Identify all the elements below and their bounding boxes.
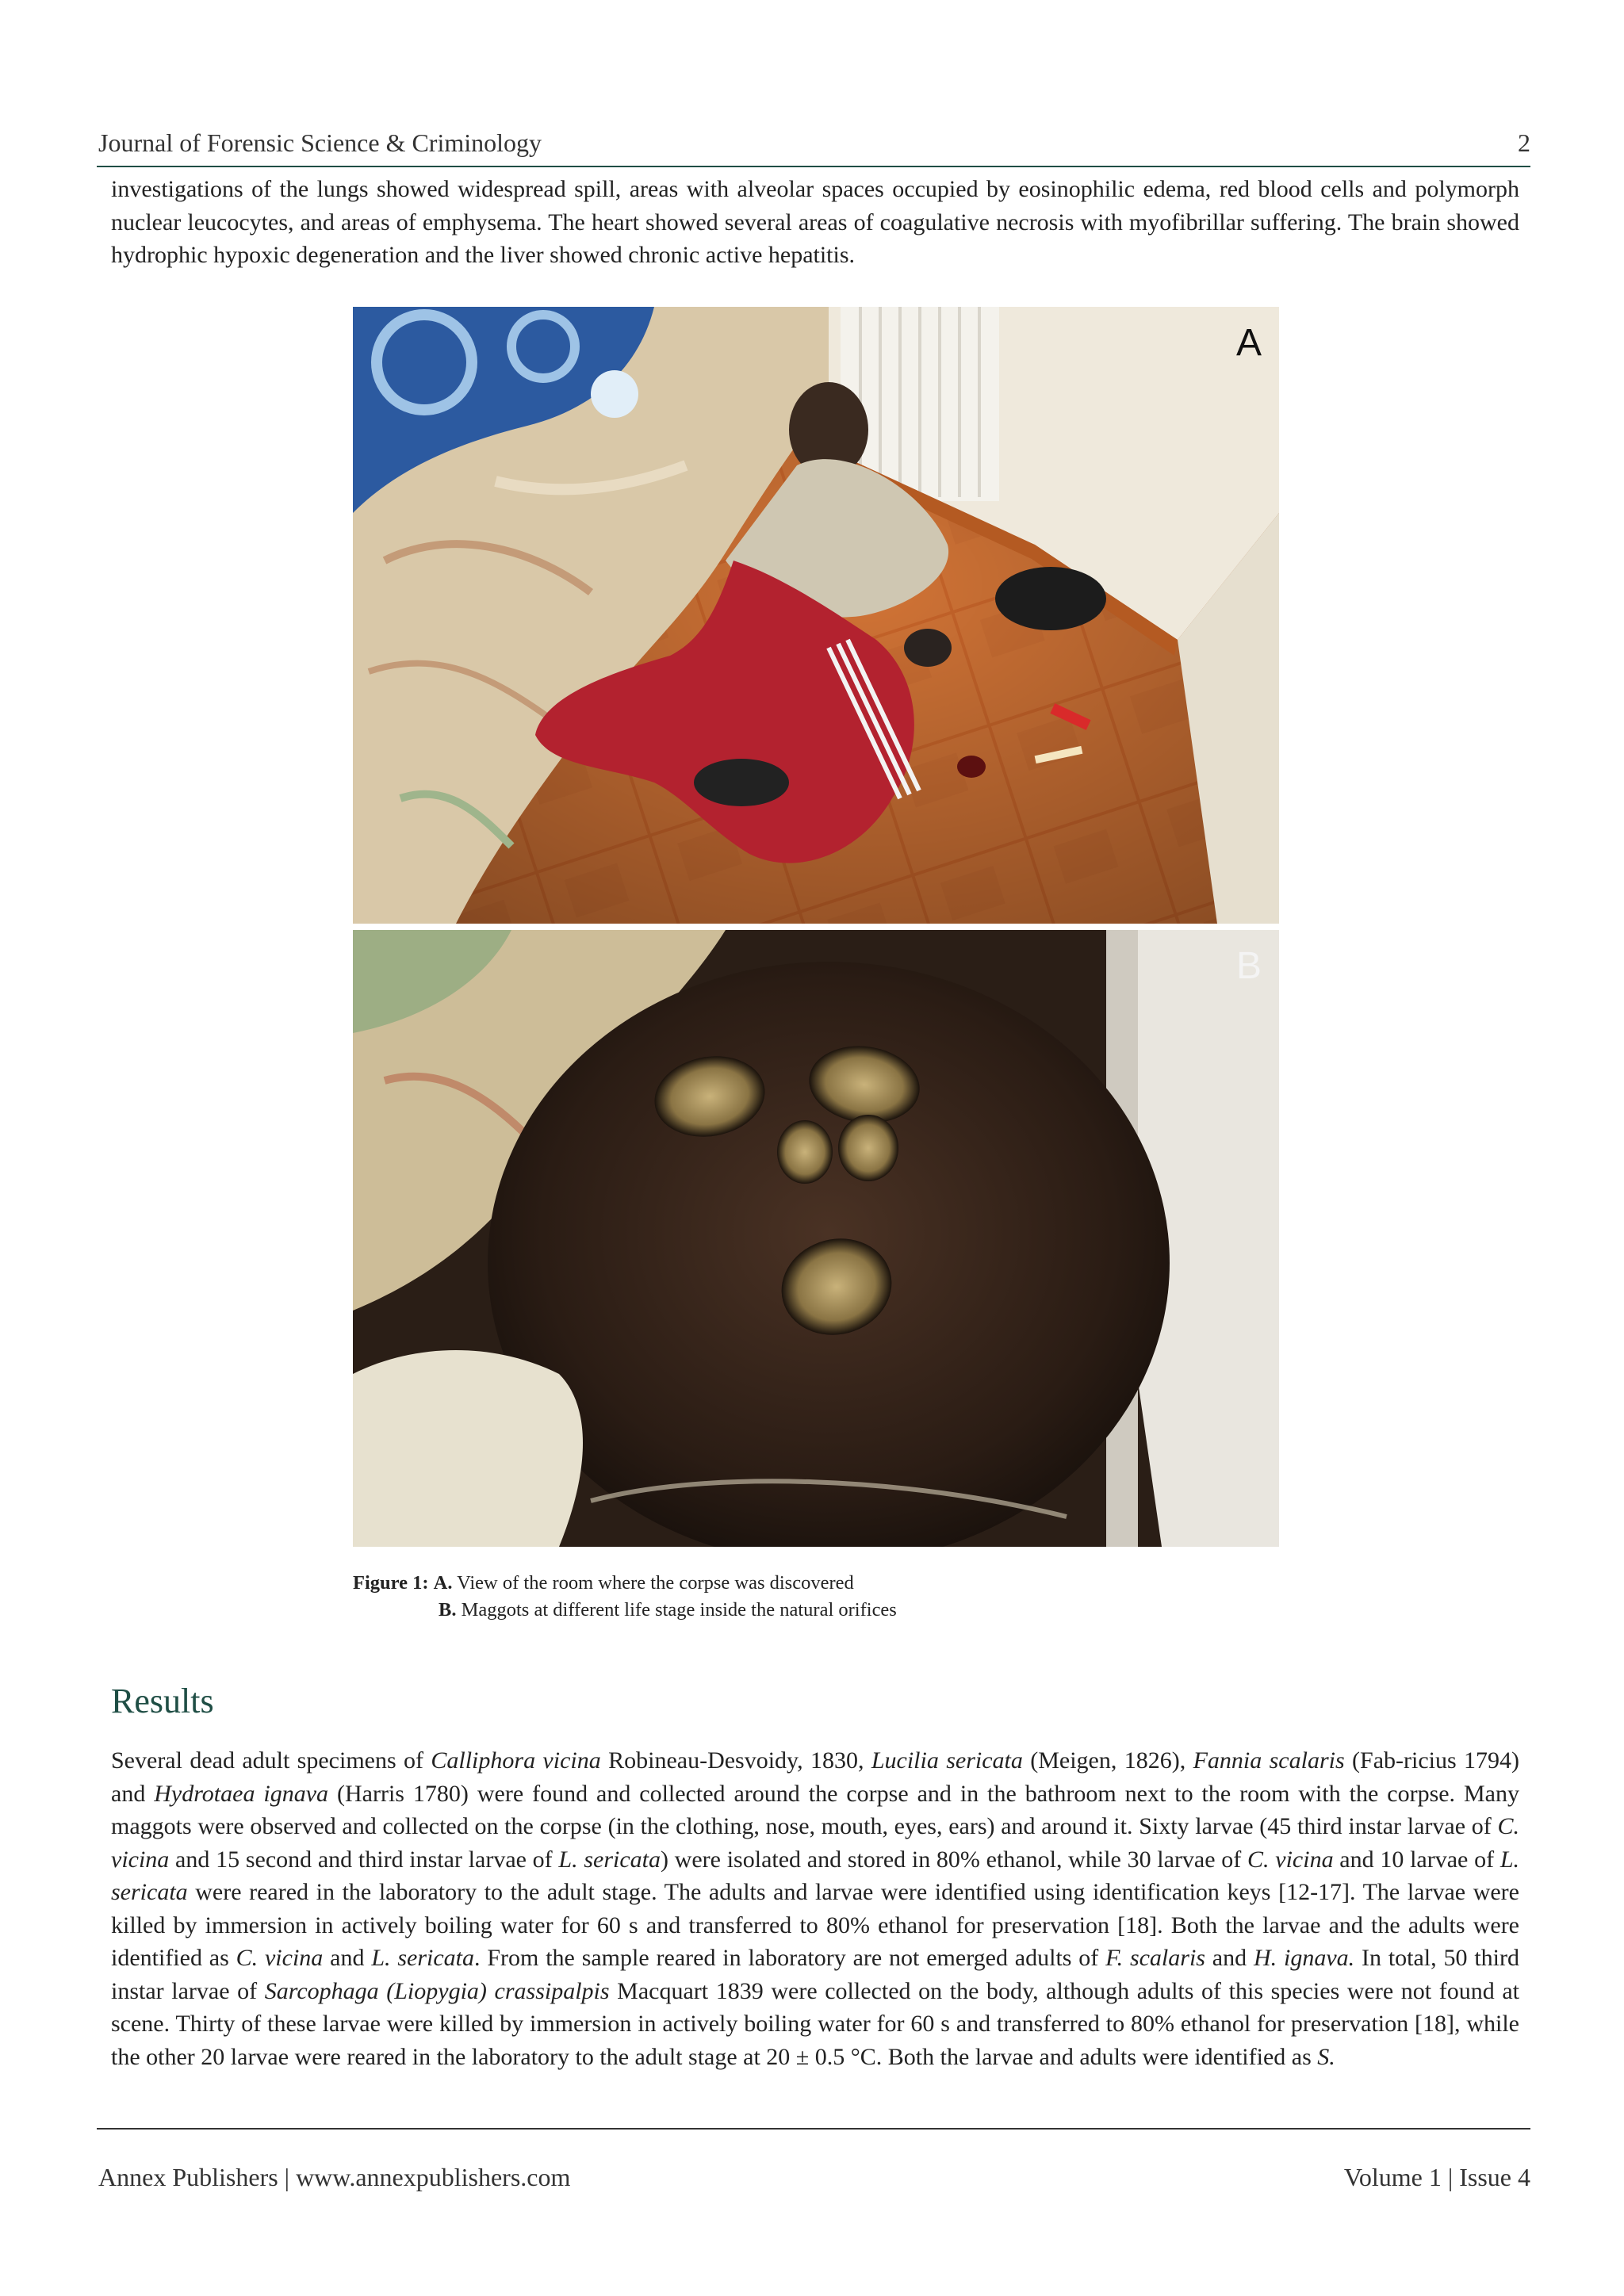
header-rule [97, 166, 1530, 167]
species-name: L. sericata [111, 1846, 1520, 1905]
species-name: Fannia scalaris [1193, 1747, 1345, 1774]
species-name: S. [1317, 2043, 1335, 2070]
caption-a-text: View of the room where the corpse was discovered [457, 1572, 854, 1594]
results-text-run: . From the sample reared in laboratory are not emerged adults of [474, 1945, 1106, 1971]
results-text-run: and [1205, 1945, 1254, 1971]
species-name: L. sericata [558, 1846, 661, 1873]
species-name: Sarcophaga (Liopygia) crassipalpis [264, 1977, 610, 2004]
results-text-run: ) were isolated and stored in 80% ethanol, while 30 larvae of [660, 1846, 1248, 1873]
species-name: C. vicina [111, 1813, 1519, 1873]
species-name: F. scalaris [1105, 1945, 1205, 1971]
journal-title: Journal of Forensic Science & Criminology [98, 128, 542, 157]
results-text-run: and 10 larvae of [1333, 1846, 1500, 1873]
species-name: Lucilia sericata [871, 1747, 1023, 1774]
results-text-run: (Harris 1780) were found and collected around the corpse and in the bathroom next to the room with the corpse. Many maggots were observed and collected on the corpse (in the clothing, nose, mouth, eyes, ears) and around it. Sixty larvae (45 third instar larvae of [111, 1780, 1519, 1839]
footer-rule [97, 2128, 1530, 2130]
caption-b-text: Maggots at different life stage inside the natural orifices [461, 1599, 897, 1621]
species-name: C. vicina [1247, 1846, 1334, 1873]
species-name: L. sericata [371, 1945, 474, 1971]
shoe [995, 567, 1106, 630]
results-text-run: Robineau-Desvoidy, 1830, [600, 1747, 871, 1774]
intro-paragraph: investigations of the lungs showed widespread spill, areas with alveolar spaces occupied by eosinophilic edema, red blood cells and polymorph nuclear leucocytes, and areas of emphysema. The heart showed several areas of coagulative necrosis with myofibrillar suffering. The brain showed hydrophic hypoxic degeneration and the liver showed chronic active hepatitis. [111, 176, 1519, 268]
figure-panel-b [353, 930, 1279, 1547]
figure-1 [353, 307, 1279, 1547]
caption-b-label: B. [439, 1599, 457, 1621]
page-number: 2 [1518, 128, 1530, 157]
results-text-run: were reared in the laboratory to the adult stage. The adults and larvae were identified using identification keys [12-17]. The larvae were killed by immersion in actively boiling water for 60 s and transferred to 80% ethanol for preservation [18]. Both the larvae and the adults were identified as [111, 1879, 1519, 1971]
caption-a-label: A. [433, 1572, 453, 1594]
figure-caption [353, 1570, 1225, 1624]
footer-publisher: Annex Publishers | www.annexpublishers.com [98, 2163, 571, 2191]
results-text-run: In total, 50 third instar larvae of [111, 1945, 1519, 2004]
results-text-run: (Meigen, 1826), [1022, 1747, 1193, 1774]
panel-a-label: A [1235, 322, 1262, 364]
species-name: Calliphora vicina [431, 1747, 601, 1774]
results-heading: Results [111, 1682, 214, 1720]
results-paragraph [111, 1744, 1519, 2073]
results-text-run: Macquart 1839 were collected on the body, although adults of this species were not found at scene. Thirty of these larvae were killed by immersion in actively boiling water for 60 s and transferred to 80% ethanol for preservation [18], while the other 20 larvae were reared in the laboratory to the adult stage at 20 ± 0.5 °C. Both the larvae and adults were identified as [111, 1977, 1519, 2070]
footer-volume-issue: Volume 1 | Issue 4 [1343, 2163, 1530, 2191]
results-text-run: and [323, 1945, 372, 1971]
results-text-run: and 15 second and third instar larvae of [169, 1846, 559, 1873]
panel-b-label: B [1235, 945, 1262, 987]
face-closeup-photo [353, 930, 1279, 1547]
caption-prefix: Figure 1: [353, 1572, 429, 1594]
figure-panel-a [353, 307, 1279, 924]
species-name: C. vicina [236, 1945, 324, 1971]
room-scene-photo [353, 307, 1279, 924]
running-head [98, 128, 1530, 158]
results-text-run: (Fab-ricius 1794) and [111, 1747, 1520, 1807]
species-name: Hydrotaea ignava [154, 1780, 329, 1807]
species-name: H. ignava. [1253, 1945, 1355, 1971]
results-text-run: Several dead adult specimens of [111, 1747, 431, 1774]
